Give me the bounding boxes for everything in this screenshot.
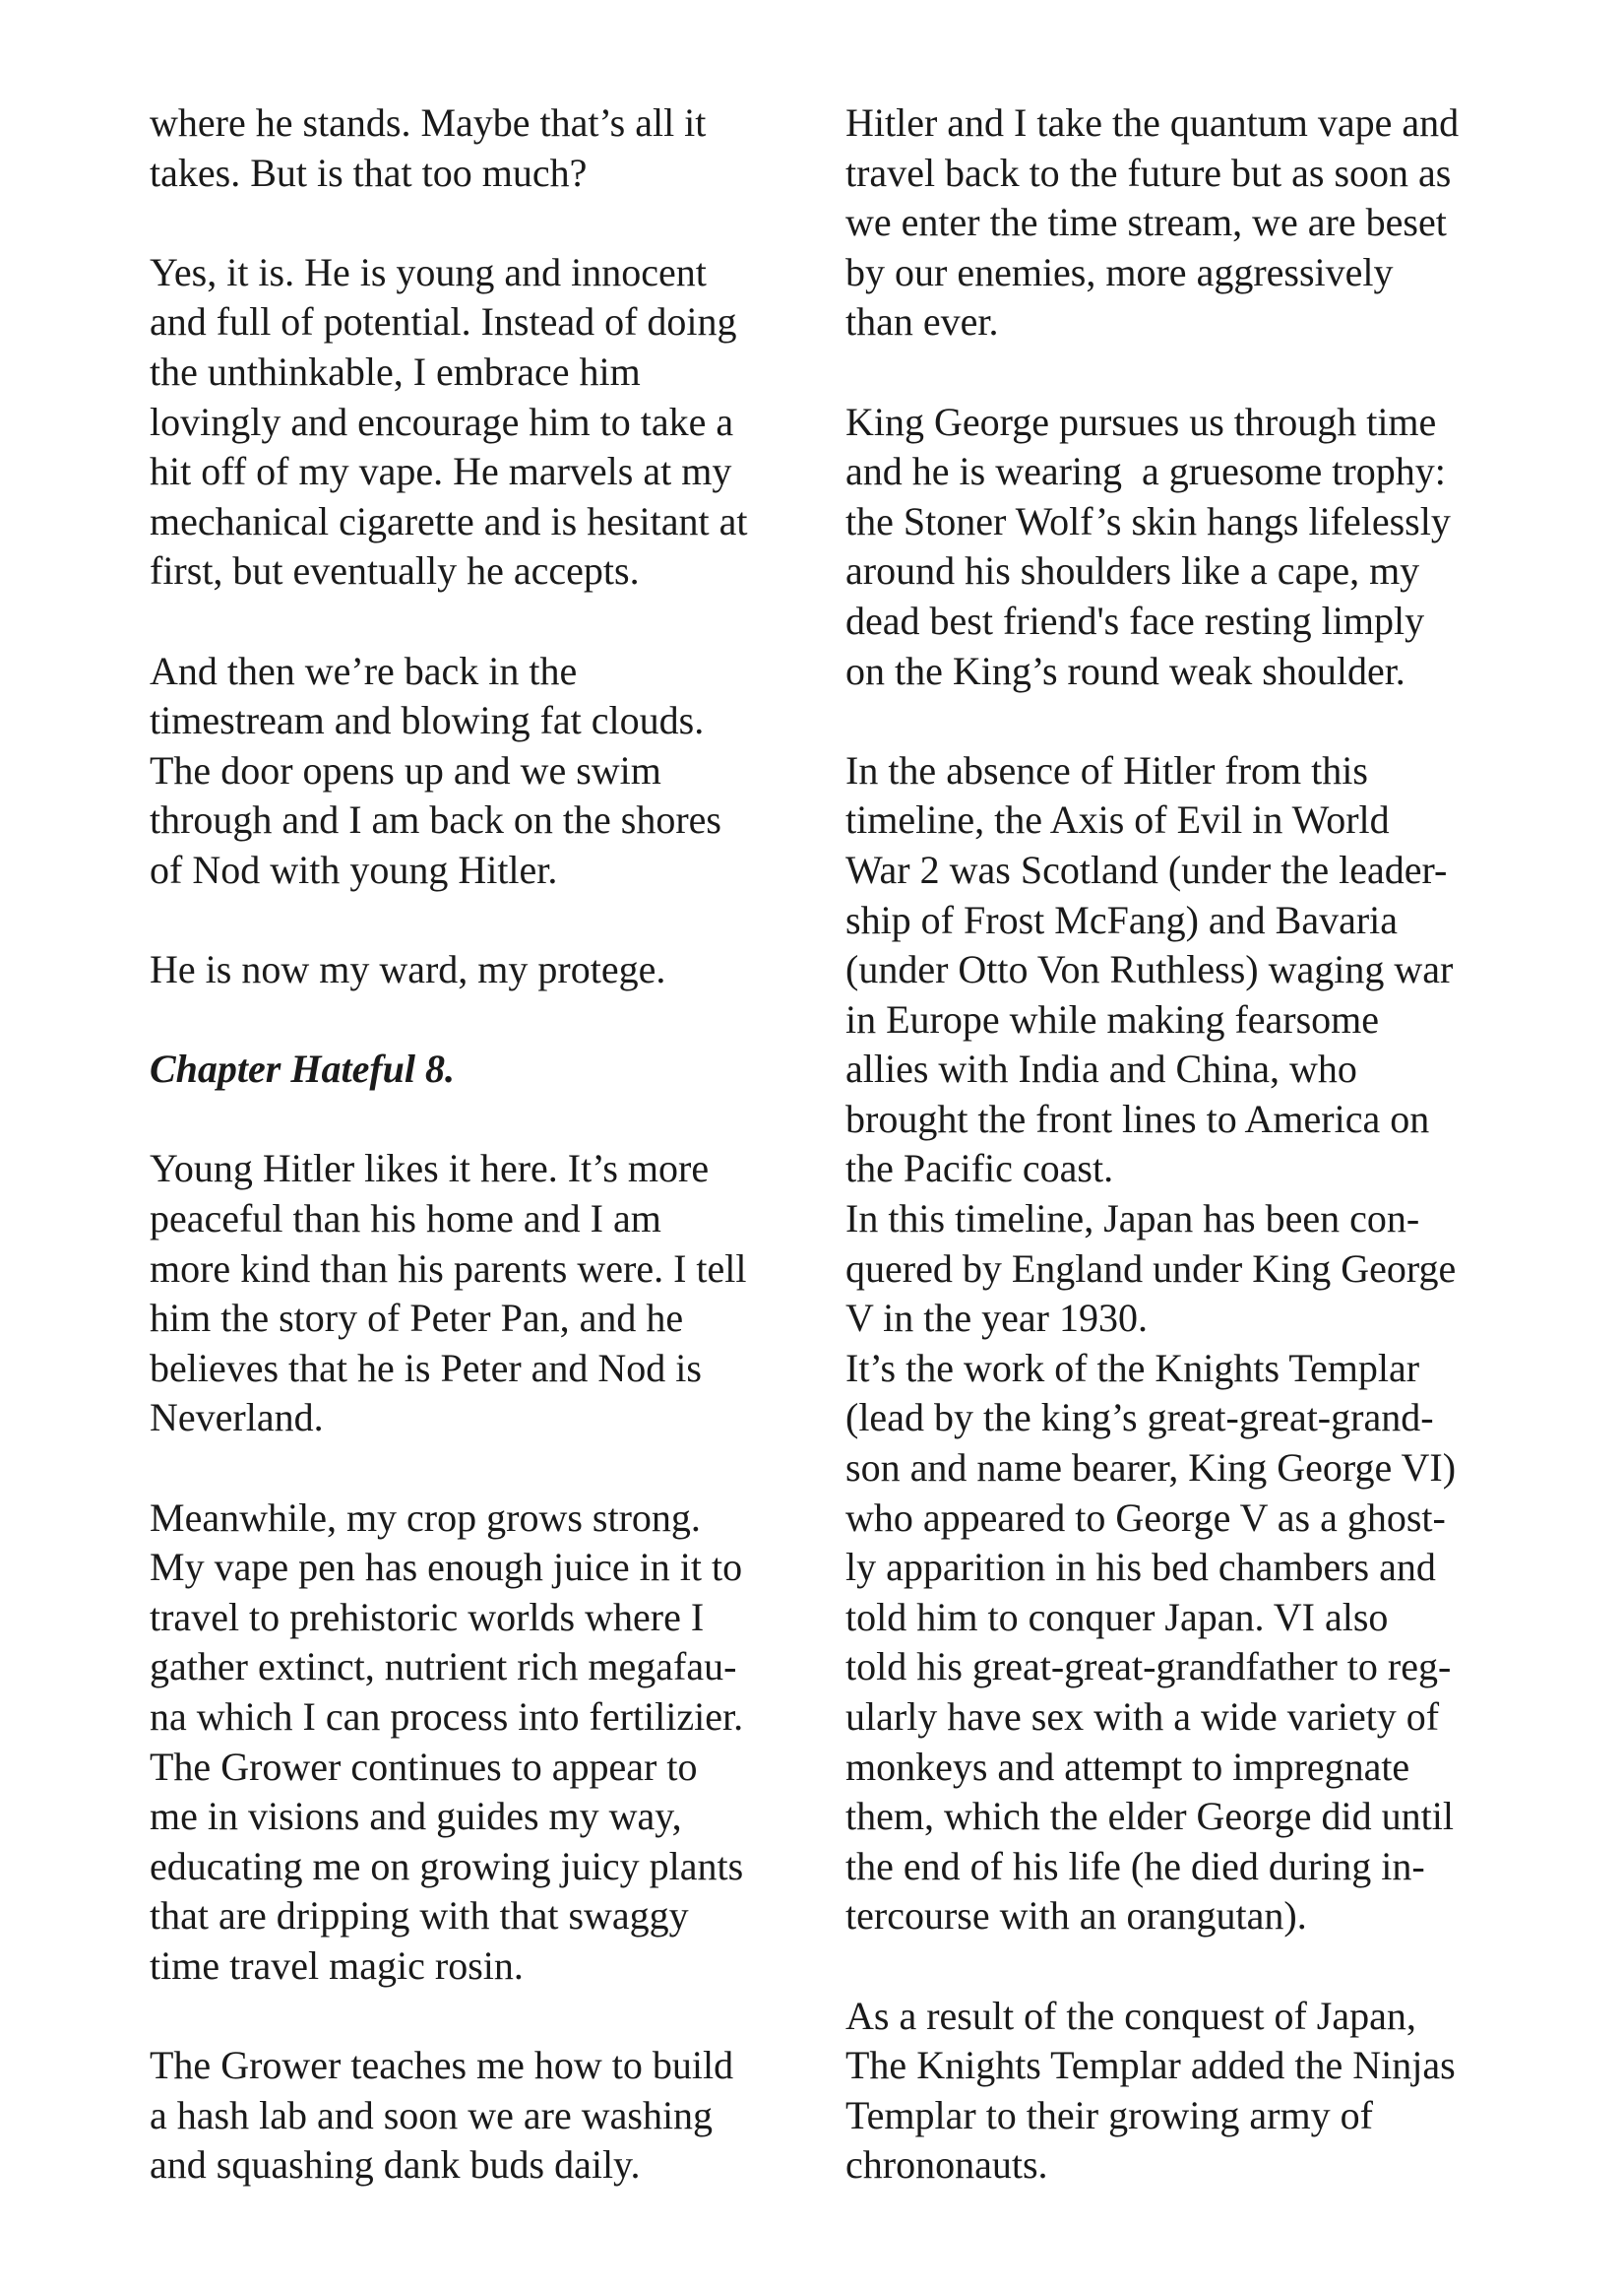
paragraph-gap <box>150 1095 819 1145</box>
text-line: travel to prehistoric worlds where I <box>150 1594 705 1639</box>
text-line: and full of potential. Instead of doing <box>150 299 737 345</box>
text-line: ularly have sex with a wide variety of <box>845 1694 1440 1739</box>
text-line: travel back to the future but as soon as <box>845 150 1452 195</box>
paragraph <box>150 1494 819 1992</box>
text-line: gather extinct, nutrient rich megafau- <box>150 1644 737 1689</box>
text-line: quered by England under King George <box>845 1245 1457 1291</box>
text-line: The Grower teaches me how to build <box>150 2043 734 2088</box>
text-line: King George pursues us through time <box>845 399 1437 444</box>
text-line: time travel magic rosin. <box>150 1942 524 1988</box>
text-line: by our enemies, more aggressively <box>845 249 1394 294</box>
text-line: the unthinkable, I embrace him <box>150 349 641 394</box>
text-line: (lead by the king’s great-great-grand- <box>845 1395 1434 1440</box>
text-line: chrononauts. <box>845 2142 1048 2188</box>
text-line: tercourse with an orangutan). <box>845 1893 1307 1939</box>
text-line: of Nod with young Hitler. <box>150 847 558 892</box>
text-line: The Knights Templar added the Ninjas <box>845 2043 1456 2088</box>
text-line: (under Otto Von Ruthless) waging war <box>845 947 1454 992</box>
text-line: more kind than his parents were. I tell <box>150 1245 747 1291</box>
text-line: in Europe while making fearsome <box>845 996 1380 1042</box>
chapter-heading: Chapter Hateful 8. <box>150 1047 456 1092</box>
left-column <box>150 98 819 2191</box>
text-line: ship of Frost McFang) and Bavaria <box>845 897 1399 942</box>
text-line: It’s the work of the Knights Templar <box>845 1345 1420 1390</box>
text-line: allies with India and China, who <box>845 1047 1357 1092</box>
text-line: lovingly and encourage him to take a <box>150 399 734 444</box>
text-line: Neverland. <box>150 1395 324 1440</box>
text-line: Hitler and I take the quantum vape and <box>845 100 1460 145</box>
paragraph <box>845 98 1525 348</box>
paragraph-gap <box>150 198 819 248</box>
text-line: timeline, the Axis of Evil in World <box>845 797 1390 843</box>
text-line: on the King’s round weak shoulder. <box>845 648 1405 693</box>
text-line: and squashing dank buds daily. <box>150 2142 641 2188</box>
paragraph <box>150 647 819 896</box>
text-line: As a result of the conquest of Japan, <box>845 1993 1416 2038</box>
text-line: Young Hitler likes it here. It’s more <box>150 1146 710 1191</box>
text-line: where he stands. Maybe that’s all it <box>150 100 707 145</box>
text-line: Yes, it is. He is young and innocent <box>150 249 707 294</box>
paragraph <box>150 1144 819 1443</box>
text-line: first, but eventually he accepts. <box>150 548 640 594</box>
text-line: mechanical cigarette and is hesitant at <box>150 498 748 543</box>
paragraph <box>845 398 1525 697</box>
paragraph <box>150 248 819 597</box>
paragraph-gap <box>150 1992 819 2042</box>
text-line: dead best friend's face resting limply <box>845 598 1425 643</box>
text-line: na which I can process into fertilizier. <box>150 1694 744 1739</box>
paragraph <box>845 1992 1525 2191</box>
text-line: around his shoulders like a cape, my <box>845 548 1420 594</box>
paragraph <box>845 746 1525 1941</box>
text-line: who appeared to George V as a ghost- <box>845 1494 1446 1540</box>
text-line: The door opens up and we swim <box>150 747 661 793</box>
text-line: timestream and blowing fat clouds. <box>150 698 705 743</box>
text-line: a hash lab and soon we are washing <box>150 2092 714 2137</box>
text-line: peaceful than his home and I am <box>150 1196 661 1241</box>
text-line: In this timeline, Japan has been con- <box>845 1196 1420 1241</box>
text-line: the end of his life (he died during in- <box>845 1843 1425 1888</box>
paragraph-gap <box>150 995 819 1046</box>
text-line: The Grower continues to appear to <box>150 1744 698 1789</box>
text-line: And then we’re back in the <box>150 648 578 693</box>
text-line: and he is wearing a gruesome trophy: <box>845 449 1446 494</box>
text-line: He is now my ward, my protege. <box>150 947 666 992</box>
text-line: takes. But is that too much? <box>150 150 588 195</box>
text-line: them, which the elder George did until <box>845 1794 1454 1839</box>
text-line: monkeys and attempt to impregnate <box>845 1744 1410 1789</box>
text-line: War 2 was Scotland (under the leader- <box>845 847 1448 892</box>
text-line: that are dripping with that swaggy <box>150 1893 689 1939</box>
text-line: ly apparition in his bed chambers and <box>845 1545 1436 1590</box>
paragraph-gap <box>150 896 819 946</box>
paragraph <box>150 2041 819 2191</box>
text-line: brought the front lines to America on <box>845 1096 1430 1141</box>
text-line: educating me on growing juicy plants <box>150 1843 744 1888</box>
text-line: through and I am back on the shores <box>150 797 721 843</box>
text-line: the Pacific coast. <box>845 1146 1114 1191</box>
text-line: believes that he is Peter and Nod is <box>150 1345 702 1390</box>
text-line: told him to conquer Japan. VI also <box>845 1594 1389 1639</box>
text-line: the Stoner Wolf’s skin hangs lifelessly <box>845 498 1451 543</box>
paragraph-gap <box>845 1941 1525 1992</box>
paragraph-gap <box>150 1443 819 1494</box>
text-line: me in visions and guides my way, <box>150 1794 682 1839</box>
paragraph-gap <box>845 348 1525 398</box>
paragraph <box>150 945 819 995</box>
text-line: hit off of my vape. He marvels at my <box>150 449 732 494</box>
text-line: we enter the time stream, we are beset <box>845 200 1447 245</box>
paragraph <box>150 98 819 198</box>
text-line: told his great-great-grandfather to reg- <box>845 1644 1452 1689</box>
text-line: Meanwhile, my crop grows strong. <box>150 1494 701 1540</box>
paragraph-gap <box>845 696 1525 746</box>
paragraph-gap <box>150 597 819 647</box>
right-column <box>845 98 1525 2191</box>
text-line: son and name bearer, King George VI) <box>845 1445 1457 1491</box>
text-line: In the absence of Hitler from this <box>845 747 1368 793</box>
text-line: V in the year 1930. <box>845 1296 1148 1341</box>
text-line: than ever. <box>845 299 999 345</box>
text-line: My vape pen has enough juice in it to <box>150 1545 743 1590</box>
text-line: him the story of Peter Pan, and he <box>150 1296 684 1341</box>
text-line: Templar to their growing army of <box>845 2092 1373 2137</box>
